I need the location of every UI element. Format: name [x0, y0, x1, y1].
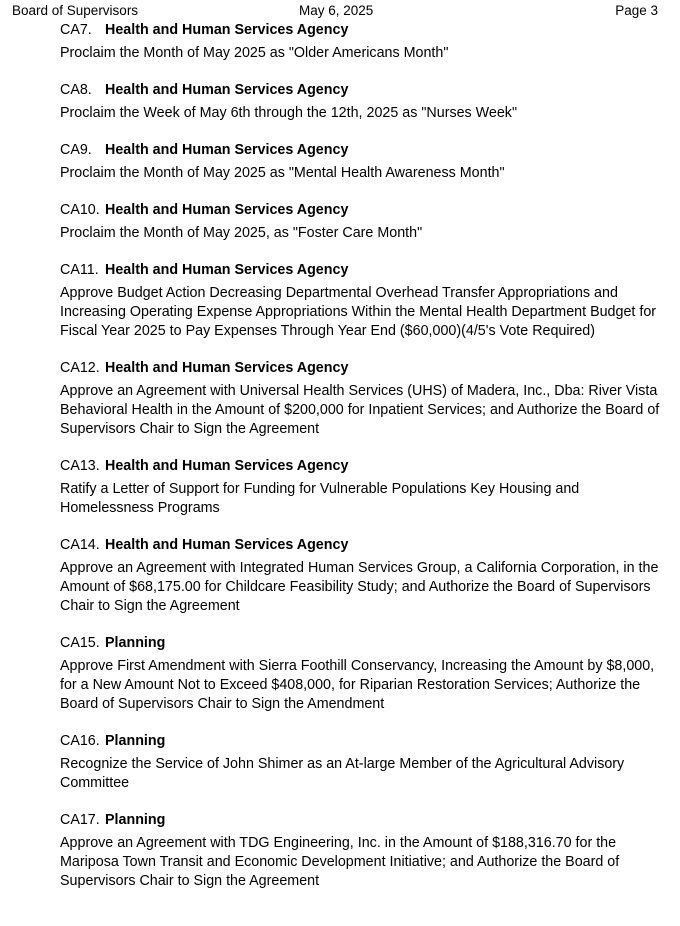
- agenda-item-heading: [60, 633, 662, 657]
- agenda-item-heading: [60, 731, 662, 755]
- agenda-item-ca12: [60, 358, 662, 439]
- header-date: May 6, 2025: [299, 3, 374, 18]
- agenda-item-department: Health and Human Services Agency: [105, 22, 349, 38]
- agenda-item-heading: [60, 810, 662, 834]
- agenda-item-description: Approve an Agreement with TDG Engineering, Inc. in the Amount of $188,316.70 for the Mariposa Town Transit and Economic Development Initiative; and Authorize the Board of Supervisors Chair to Sign the Agreement: [60, 835, 620, 889]
- agenda-item-description: Approve First Amendment with Sierra Foothill Conservancy, Increasing the Amount by $8,000, for a New Amount Not to Exceed $408,000, for Riparian Restoration Services; Authorize the Board of Supervisors Chair to Sign the Amendment: [60, 658, 655, 712]
- agenda-item-description: Proclaim the Month of May 2025 as "Older Americans Month": [60, 45, 449, 61]
- agenda-item-department: Health and Human Services Agency: [105, 537, 349, 553]
- header-page-number: Page 3: [615, 3, 658, 18]
- agenda-item-number: CA9.: [60, 142, 92, 158]
- agenda-item-description: Approve Budget Action Decreasing Departmental Overhead Transfer Appropriations and Increasing Operating Expense Appropriations Within the Mental Health Department Budget for Fiscal Year 2025 to Pay Expenses Through Year End ($60,000)(4/5's Vote Required): [60, 285, 657, 339]
- agenda-item-heading: [60, 20, 662, 44]
- agenda-item-description: Recognize the Service of John Shimer as an At-large Member of the Agricultural Advisory Committee: [60, 756, 625, 791]
- agenda-item-description: Proclaim the Month of May 2025 as "Mental Health Awareness Month": [60, 165, 505, 181]
- agenda-item-number: CA15.: [60, 635, 100, 651]
- agenda-item-number: CA8.: [60, 82, 92, 98]
- agenda-item-department: Health and Human Services Agency: [105, 142, 349, 158]
- agenda-item-description: Approve an Agreement with Integrated Human Services Group, a California Corporation, in the Amount of $68,175.00 for Childcare Feasibility Study; and Authorize the Board of Supervisors Chair to Sign the Agreement: [60, 560, 659, 614]
- agenda-item-department: Planning: [105, 733, 166, 749]
- consent-agenda-list: [60, 20, 662, 908]
- agenda-item-department: Health and Human Services Agency: [105, 262, 349, 278]
- agenda-item-ca10: [60, 200, 662, 243]
- agenda-item-ca9: [60, 140, 662, 183]
- agenda-item-department: Planning: [105, 635, 166, 651]
- agenda-item-heading: [60, 358, 662, 382]
- agenda-item-department: Planning: [105, 812, 166, 828]
- agenda-item-description: Approve an Agreement with Universal Health Services (UHS) of Madera, Inc., Dba: River Vista Behavioral Health in the Amount of $200,000 for Inpatient Services; and Authorize the Board of Supervisors Chair to Sign the Agreement: [60, 383, 660, 437]
- agenda-item-ca17: [60, 810, 662, 891]
- agenda-item-heading: [60, 140, 662, 164]
- agenda-item-number: CA14.: [60, 537, 100, 553]
- agenda-item-number: CA11.: [60, 262, 99, 278]
- agenda-item-description: Proclaim the Month of May 2025, as "Foster Care Month": [60, 225, 423, 241]
- agenda-item-heading: [60, 535, 662, 559]
- page-header: [12, 2, 658, 20]
- agenda-item-department: Health and Human Services Agency: [105, 458, 349, 474]
- agenda-item-ca13: [60, 456, 662, 518]
- agenda-item-heading: [60, 260, 662, 284]
- agenda-item-description: Ratify a Letter of Support for Funding for Vulnerable Populations Key Housing and Homelessness Programs: [60, 481, 580, 516]
- agenda-item-number: CA16.: [60, 733, 100, 749]
- agenda-item-number: CA12.: [60, 360, 100, 376]
- agenda-item-number: CA10.: [60, 202, 100, 218]
- agenda-item-ca14: [60, 535, 662, 616]
- agenda-item-ca16: [60, 731, 662, 793]
- agenda-item-department: Health and Human Services Agency: [105, 360, 349, 376]
- agenda-item-ca15: [60, 633, 662, 714]
- agenda-item-department: Health and Human Services Agency: [105, 202, 349, 218]
- agenda-item-ca11: [60, 260, 662, 341]
- agenda-item-heading: [60, 200, 662, 224]
- agenda-item-heading: [60, 456, 662, 480]
- agenda-item-number: CA13.: [60, 458, 100, 474]
- agenda-item-department: Health and Human Services Agency: [105, 82, 349, 98]
- agenda-item-ca8: [60, 80, 662, 123]
- agenda-item-number: CA7.: [60, 22, 92, 38]
- header-board-name: Board of Supervisors: [12, 3, 139, 18]
- agenda-item-heading: [60, 80, 662, 104]
- agenda-item-number: CA17.: [60, 812, 100, 828]
- agenda-item-ca7: [60, 20, 662, 63]
- agenda-item-description: Proclaim the Week of May 6th through the 12th, 2025 as "Nurses Week": [60, 105, 518, 121]
